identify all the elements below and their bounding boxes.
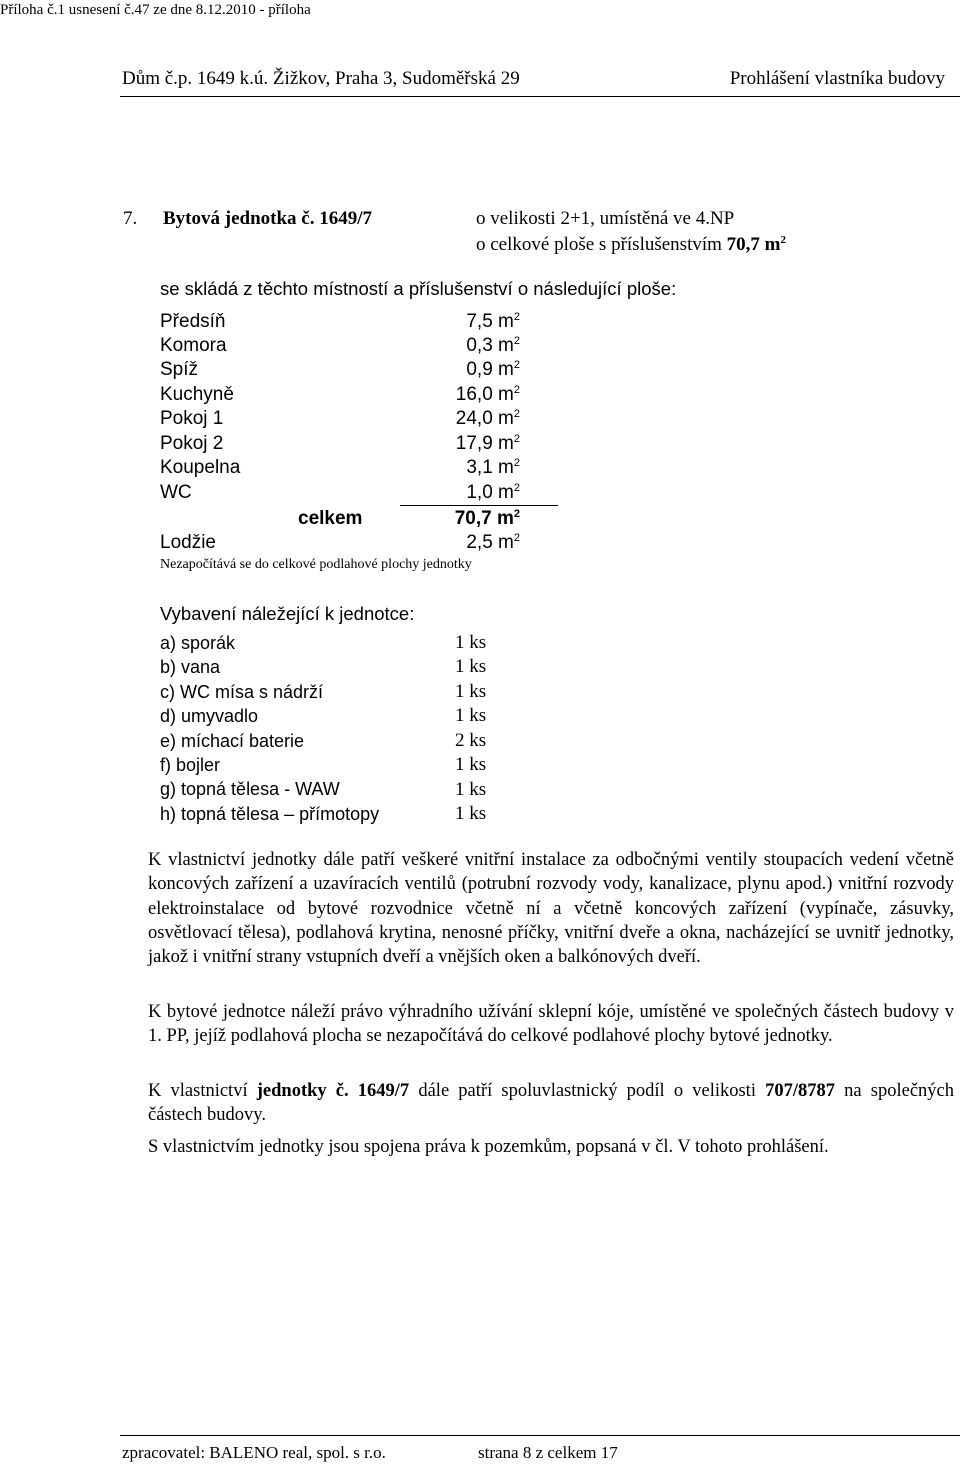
- equipment-qty: 2 ks: [455, 730, 487, 751]
- footer-page-number: strana 8 z celkem 17: [478, 1443, 618, 1462]
- room-name: Předsíň: [160, 311, 226, 332]
- room-name: WC: [160, 482, 192, 503]
- ownership-paragraph: [148, 848, 954, 969]
- room-area: 24,0 $m^2$: [455, 408, 520, 429]
- header-rule: [120, 96, 960, 97]
- header-document-title: Prohlášení vlastníka budovy: [729, 68, 945, 89]
- equipment-item: a) sporák: [160, 633, 236, 653]
- equipment-qty: 1 ks: [455, 705, 487, 726]
- room-name: Pokoj 1: [160, 408, 224, 429]
- room-name: Komora: [160, 335, 227, 356]
- equipment-item: h) topná tělesa – přímotopy: [160, 804, 380, 824]
- room-area: 7,5 $m^2$: [466, 311, 520, 332]
- total-rule: [400, 505, 558, 506]
- equipment-item: e) míchací baterie: [160, 731, 305, 751]
- equipment-item: g) topná tělesa - WAW: [160, 779, 340, 799]
- footer-processor: zpracovatel: BALENO real, spol. s r.o.: [122, 1443, 386, 1462]
- equipment-item: c) WC mísa s nádrží: [160, 682, 324, 702]
- unit-area-prefix: o celkové ploše s příslušenstvím: [476, 234, 722, 255]
- attachment-note: Příloha č.1 usnesení č.47 ze dne 8.12.2010 - příloha: [0, 2, 311, 18]
- unit-reference: jednotky č. 1649/7: [256, 1081, 410, 1101]
- equipment-qty: 1 ks: [455, 632, 487, 653]
- equipment-item: b) vana: [160, 657, 221, 677]
- loggia-name: Lodžie: [160, 532, 216, 553]
- loggia-area: 2,5 $m^2$: [466, 532, 520, 553]
- room-area: 1,0 $m^2$: [466, 482, 520, 503]
- room-area: 16,0 $m^2$: [455, 384, 520, 405]
- unit-title: Bytová jednotka č. 1649/7: [163, 208, 372, 229]
- equipment-qty: 1 ks: [455, 681, 487, 702]
- room-area: 0,9 $m^2$: [466, 359, 520, 380]
- total-label: celkem: [298, 508, 363, 529]
- unit-total-area: [476, 234, 786, 256]
- cellar-paragraph: [148, 1000, 954, 1049]
- paragraph-installations: K vlastnictví jednotky dále patří veškeré vnitřní instalace za odbočnými ventily stoupacích vedení včetně koncových zařízení a uzavíracích ventilů (potrubní rozvody vody, kanalizace, plynu apod.) vnitřní rozvody elektroinstalace od bytové rozvodnice včetně ní a včetně koncových zařízení (vypínače, zásuvky, osvětlovací tělesa), podlahová krytina, nenosné příčky, vnitřní dveře a okna, nacházející se uvnitř jednotky, jakož i vnitřní strany vstupních dveří a vnějších oken a balkónových dveří.: [148, 850, 954, 968]
- footer-rule: [120, 1435, 960, 1436]
- room-name: Spíž: [160, 359, 199, 380]
- room-name: Kuchyně: [160, 384, 234, 405]
- unit-size: o velikosti 2+1, umístěná ve 4.NP: [476, 208, 735, 229]
- room-area: 3,1 $m^2$: [466, 457, 520, 478]
- header-address: Dům č.p. 1649 k.ú. Žižkov, Praha 3, Sudoměřská 29: [122, 68, 520, 89]
- land-paragraph: [148, 1135, 954, 1159]
- equipment-qty: 1 ks: [455, 803, 487, 824]
- paragraph-share: K vlastnictví jednotky č. 1649/7 dále patří spoluvlastnický podíl o velikosti 707/8787 na společných částech budovy.: [148, 1081, 955, 1126]
- room-name: Koupelna: [160, 457, 241, 478]
- equipment-qty: 1 ks: [455, 754, 487, 775]
- total-area: 70,7 $m^2$: [454, 508, 520, 529]
- share-value: 707/8787: [765, 1081, 836, 1101]
- equipment-item: f) bojler: [160, 755, 221, 775]
- equipment-qty: 1 ks: [455, 656, 487, 677]
- equipment-qty: 1 ks: [455, 779, 487, 800]
- room-area: 0,3 $m^2$: [466, 335, 520, 356]
- unit-number: 7.: [123, 208, 138, 229]
- equipment-title: Vybavení náležející k jednotce:: [160, 603, 415, 624]
- paragraph-cellar: K bytové jednotce náleží právo výhradního užívání sklepní kóje, umístěné ve společných částech budovy v 1. PP, jejíž podlahová plocha se nezapočítává do celkové podlahové plochy bytové jednotky.: [148, 1002, 954, 1047]
- composition-intro: se skládá z těchto místností a příslušenství o následující ploše:: [160, 278, 677, 299]
- share-paragraph: [148, 1079, 954, 1128]
- room-area: 17,9 $m^2$: [455, 433, 520, 454]
- loggia-note: Nezapočítává se do celkové podlahové plochy jednotky: [160, 557, 472, 572]
- room-name: Pokoj 2: [160, 433, 224, 454]
- paragraph-land: S vlastnictvím jednotky jsou spojena práva k pozemkům, popsaná v čl. V tohoto prohlášení.: [148, 1137, 829, 1157]
- unit-area-value: 70,7 $m^2$: [726, 234, 786, 255]
- equipment-item: d) umyvadlo: [160, 706, 259, 726]
